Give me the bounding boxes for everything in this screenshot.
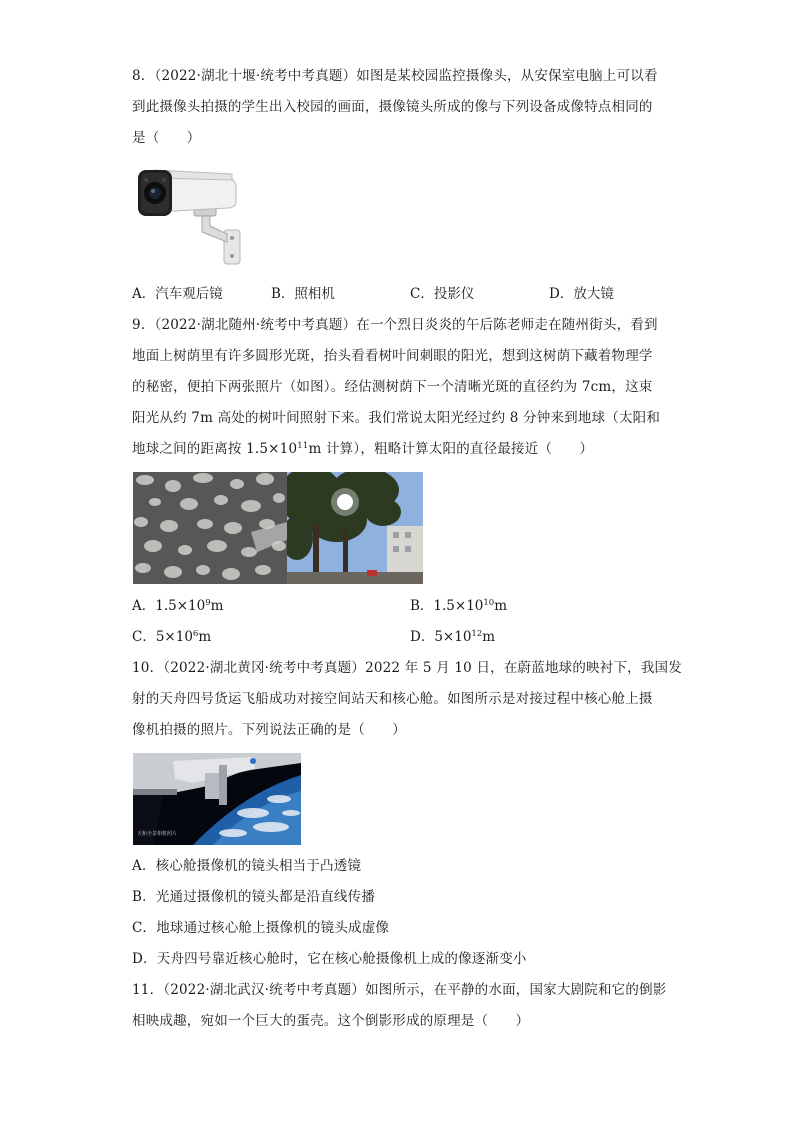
- q10-option-a: A．核心舱摄像机的镜头相当于凸透镜: [132, 858, 362, 874]
- security-camera-image: [132, 160, 252, 268]
- q9-line-5: 地球之间的距离按 $1.5\times 10^{11}m$ 计算），粗略计算太阳的直径最接近（ ）: [132, 441, 594, 457]
- q9-option-c: C．$5\times 10^6m$: [132, 629, 212, 645]
- q9-option-d: D．$5\times 10^{12}m$: [410, 629, 496, 645]
- q9-line-2: 地面上树荫里有许多圆形光斑，抬头看看树叶间刺眼的阳光，想到这树荫下藏着物理学: [132, 348, 653, 364]
- q8-option-b: B．照相机: [271, 286, 335, 302]
- tree-sun-photo: [287, 472, 423, 584]
- q8-line-3: 是（ ）: [132, 130, 201, 146]
- q8-option-d: D．放大镜: [549, 286, 614, 302]
- q10-option-c: C．地球通过核心舱上摄像机的镜头成虚像: [132, 920, 390, 936]
- q10-line-3: 像机拍摄的照片。下列说法正确的是（ ）: [132, 722, 406, 738]
- q9-option-a: A．$1.5\times 10^9m$: [132, 598, 224, 614]
- q9-line-4: 阳光从约 7m 高处的树叶间照射下来。我们常说太阳光经过约 8 分钟来到地球（太阳和: [132, 410, 661, 426]
- q10-line-2: 射的天舟四号货运飞船成功对接空间站天和核心舱。如图所示是对接过程中核心舱上摄: [132, 691, 653, 707]
- q10-line-1: 10．（2022·湖北黄冈·统考中考真题）2022 年 5 月 10 日，在蔚蓝地球的映衬下，我国发: [132, 660, 682, 676]
- light-spots-photo: [133, 472, 287, 584]
- q8-option-c: C．投影仪: [410, 286, 475, 302]
- q11-line-2: 相映成趣，宛如一个巨大的蛋壳。这个倒影形成的原理是（ ）: [132, 1013, 530, 1029]
- q10-option-d: D．天舟四号靠近核心舱时，它在核心舱摄像机上成的像逐渐变小: [132, 951, 527, 967]
- q9-line-3: 的秘密，便拍下两张照片（如图）。经估测树荫下一个清晰光斑的直径约为 7cm，这束: [132, 379, 653, 395]
- q8-line-2: 到此摄像头拍摄的学生出入校园的画面，摄像镜头所成的像与下列设备成像特点相同的: [132, 99, 653, 115]
- q8-line-1: 8．（2022·湖北十堰·统考中考真题）如图是某校园监控摄像头，从安保室电脑上可以看: [132, 68, 658, 84]
- space-station-photo: [133, 753, 301, 845]
- q9-line-1: 9．（2022·湖北随州·统考中考真题）在一个烈日炎炎的午后陈老师走在随州街头，看到: [132, 317, 658, 333]
- q10-option-b: B．光通过摄像机的镜头都是沿直线传播: [132, 889, 376, 905]
- q11-line-1: 11．（2022·湖北武汉·统考中考真题）如图所示，在平静的水面，国家大剧院和它的倒影: [132, 982, 667, 998]
- photo-caption: 天和全景相机照片: [137, 831, 178, 837]
- q8-option-a: A．汽车观后镜: [132, 286, 223, 302]
- q9-option-b: B．$1.5\times 10^{10}m$: [410, 598, 508, 614]
